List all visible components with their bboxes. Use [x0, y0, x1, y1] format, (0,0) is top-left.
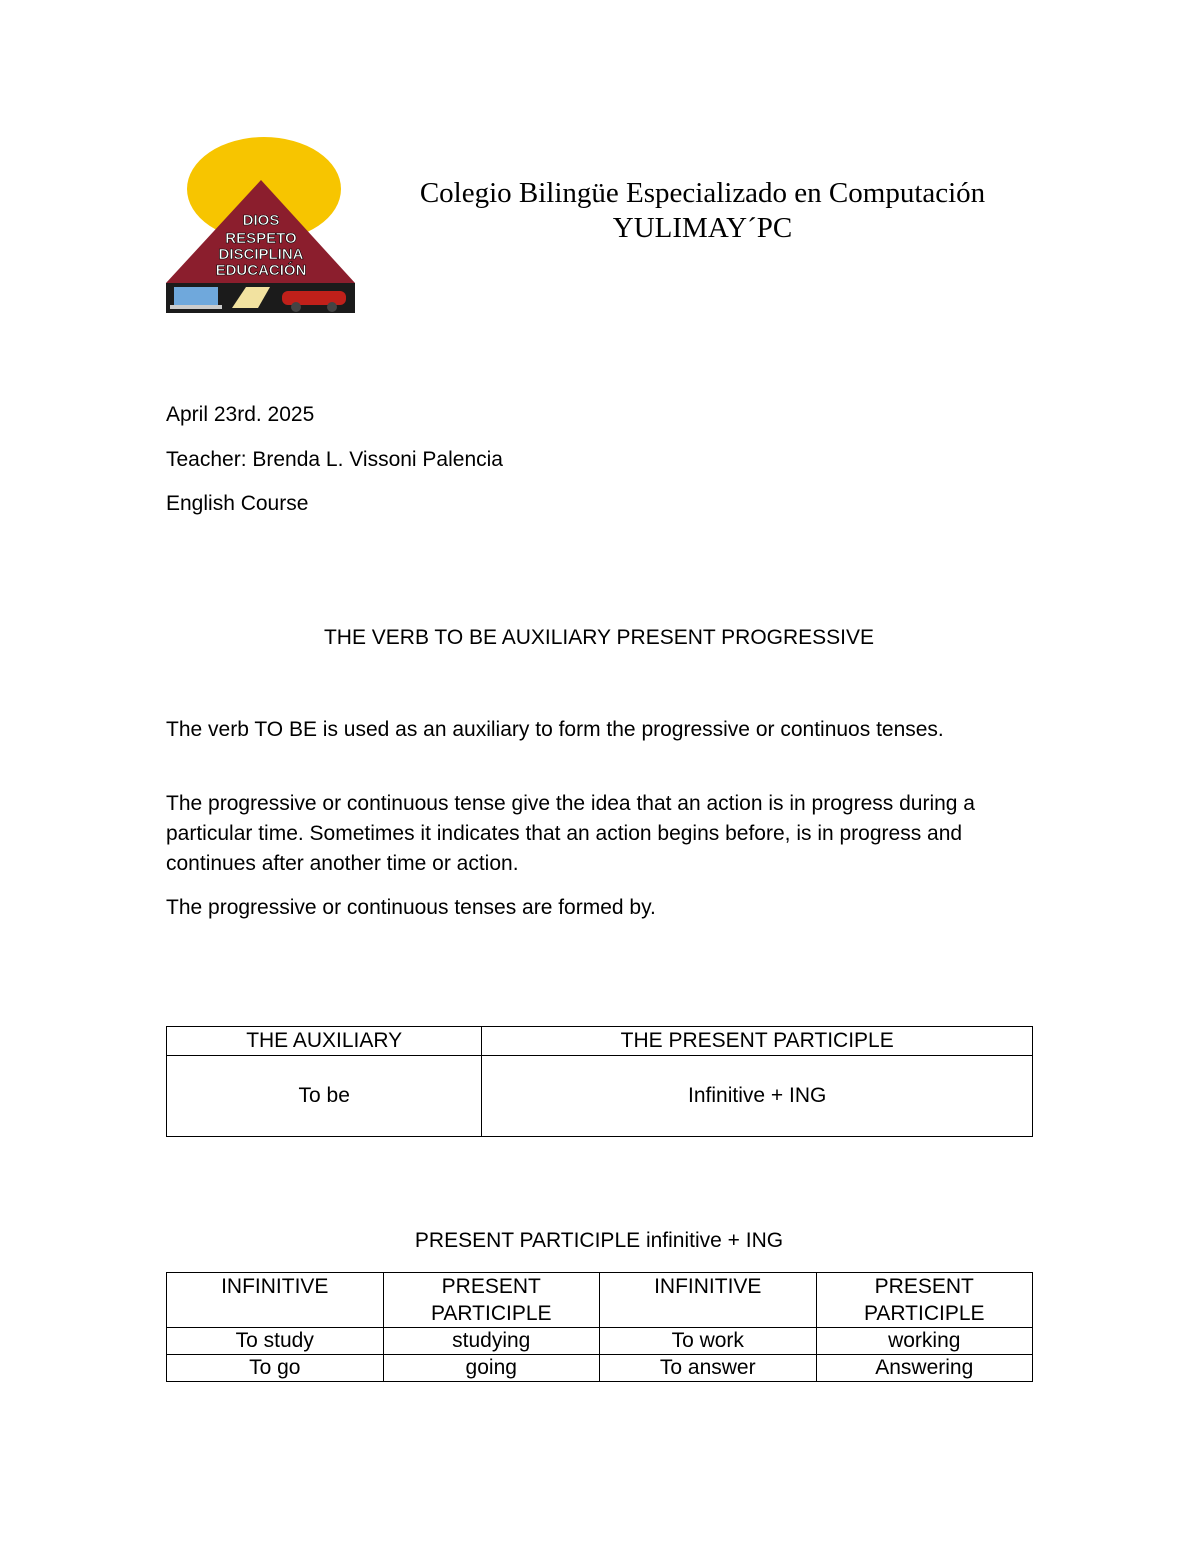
- auxiliary-table: [166, 1026, 1033, 1137]
- svg-text:DISCIPLINA: DISCIPLINA: [218, 246, 304, 263]
- svg-text:DIOS: DIOS: [242, 212, 280, 229]
- table-cell: To answer: [600, 1355, 817, 1382]
- section-title: THE VERB TO BE AUXILIARY PRESENT PROGRESSIVE: [323, 626, 875, 649]
- table-cell: going: [383, 1355, 600, 1382]
- paragraph-3: The progressive or continuous tenses are formed by.: [166, 896, 656, 919]
- table-header: INFINITIVE: [167, 1273, 384, 1328]
- table-header: INFINITIVE: [600, 1273, 817, 1328]
- table-cell: To be: [167, 1056, 482, 1137]
- teacher-line: Teacher: Brenda L. Vissoni Palencia: [166, 448, 503, 471]
- participle-table: [166, 1272, 1033, 1382]
- table-cell: To go: [167, 1355, 384, 1382]
- table-cell: Answering: [816, 1355, 1033, 1382]
- table-row: [167, 1355, 1033, 1382]
- table-header: PRESENT PARTICIPLE: [816, 1273, 1033, 1328]
- paragraph-1: The verb TO BE is used as an auxiliary to form the progressive or continuos tenses.: [166, 718, 944, 741]
- course-line: English Course: [166, 492, 309, 515]
- table-header: PRESENT PARTICIPLE: [383, 1273, 600, 1328]
- school-short-name: YULIMAY´PC: [612, 212, 793, 244]
- table-header: THE PRESENT PARTICIPLE: [482, 1027, 1033, 1056]
- table-cell: studying: [383, 1328, 600, 1355]
- participle-table-title: PRESENT PARTICIPLE infinitive + ING: [414, 1229, 784, 1252]
- svg-text:EDUCACIÓN: EDUCACIÓN: [215, 262, 307, 279]
- svg-text:RESPETO: RESPETO: [225, 230, 297, 247]
- paragraph-2: The progressive or continuous tense give the idea that an action is in progress during a particular time. Sometimes it indicates that an action begins before, is in progress and continues after another time or action.: [166, 792, 975, 875]
- table-cell: Infinitive + ING: [482, 1056, 1033, 1137]
- school-header: [370, 176, 1035, 246]
- table-header: THE AUXILIARY: [167, 1027, 482, 1056]
- school-logo: [166, 137, 356, 313]
- table-cell: To work: [600, 1328, 817, 1355]
- table-cell: To study: [167, 1328, 384, 1355]
- table-cell: working: [816, 1328, 1033, 1355]
- school-name: Colegio Bilingüe Especializado en Computación: [419, 177, 986, 209]
- table-row: [167, 1328, 1033, 1355]
- date-line: April 23rd. 2025: [166, 403, 315, 426]
